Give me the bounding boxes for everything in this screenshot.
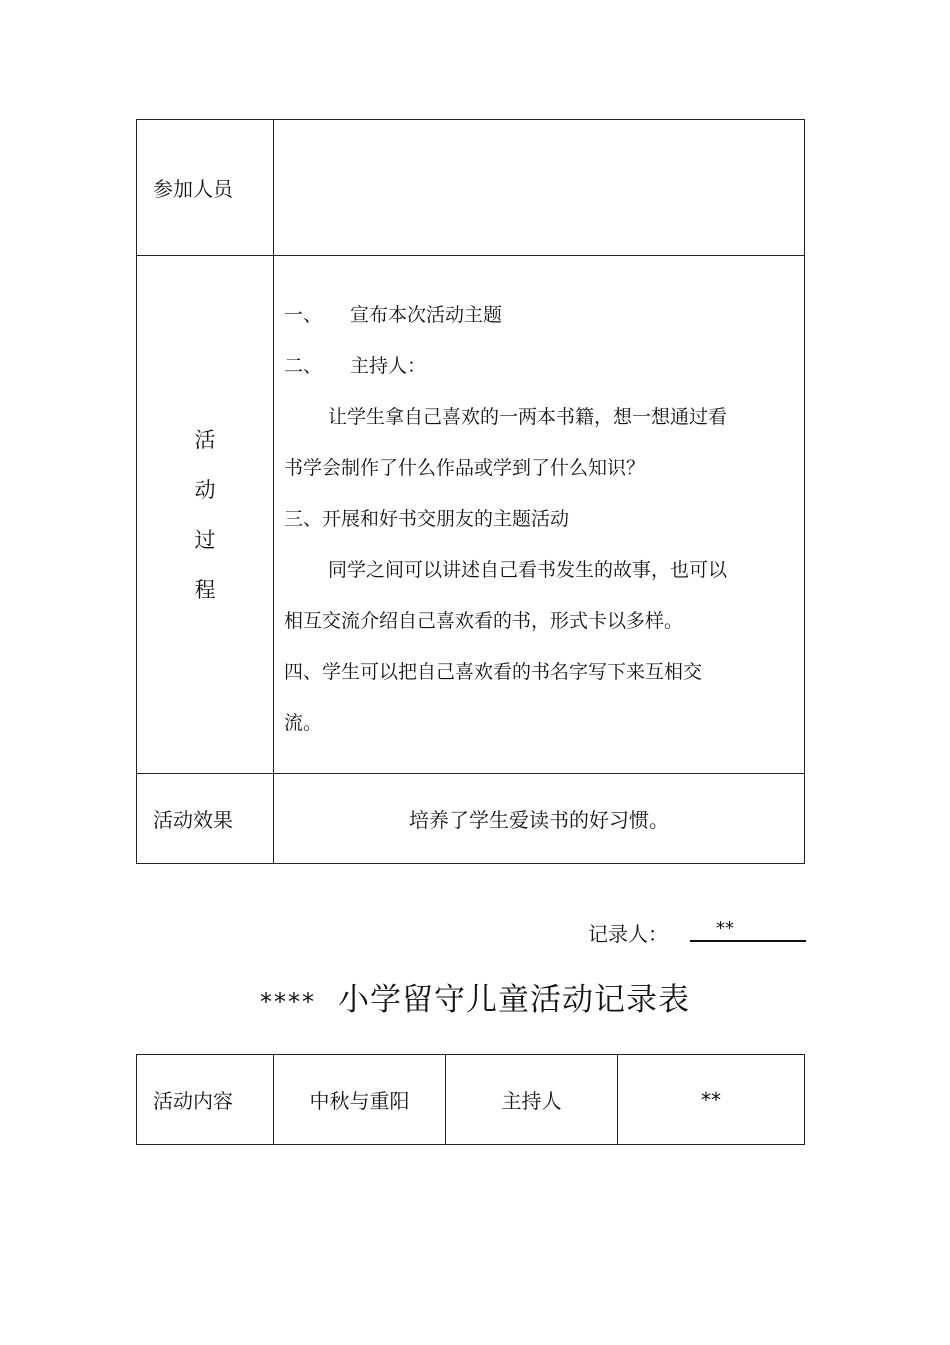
process-line: 让学生拿自己喜欢的一两本书籍，想一想通过看 <box>328 406 728 428</box>
process-label-char: 活 <box>194 427 216 452</box>
process-line <box>284 341 774 392</box>
process-content <box>274 256 805 774</box>
participants-label: 参加人员 <box>137 120 274 256</box>
title-text: 小学留守儿童活动记录表 <box>338 982 690 1018</box>
effect-row <box>137 774 805 864</box>
process-line-number: 一、 <box>284 304 323 326</box>
process-line <box>284 290 774 341</box>
activity-info-row <box>137 1055 805 1145</box>
process-label-char: 动 <box>194 477 216 502</box>
process-line: 四、学生可以把自己喜欢看的书名字写下来互相交 <box>284 661 703 683</box>
activity-info-table <box>136 1054 805 1145</box>
process-label-char: 程 <box>194 577 216 602</box>
host-value: ** <box>618 1055 805 1145</box>
recorder-line <box>588 916 808 950</box>
process-label <box>137 256 274 774</box>
effect-value: 培养了学生爱读书的好习惯。 <box>274 774 805 864</box>
process-label-char: 过 <box>194 527 216 552</box>
content-value: 中秋与重阳 <box>274 1055 446 1145</box>
participants-row <box>137 120 805 256</box>
recorder-value: ** <box>690 916 806 942</box>
effect-label: 活动效果 <box>137 774 274 864</box>
participants-value <box>274 120 805 256</box>
process-row <box>137 256 805 774</box>
title-prefix: **** <box>260 988 316 1016</box>
activity-record-table <box>136 119 805 864</box>
process-line: 同学之间可以讲述自己看书发生的故事，也可以 <box>328 559 728 581</box>
process-line: 相互交流介绍自己喜欢看的书，形式卡以多样。 <box>284 610 684 632</box>
process-line: 书学会制作了什么作品或学到了什么知识？ <box>284 457 646 479</box>
process-line-number: 二、 <box>284 355 323 377</box>
host-label: 主持人 <box>446 1055 618 1145</box>
process-line-text: 主持人： <box>350 355 427 377</box>
process-line: 流。 <box>284 712 323 734</box>
content-label: 活动内容 <box>137 1055 274 1145</box>
process-line: 三、开展和好书交朋友的主题活动 <box>284 508 570 530</box>
page-title <box>0 978 950 1022</box>
recorder-label: 记录人： <box>588 922 668 946</box>
process-line-text: 宣布本次活动主题 <box>350 304 503 326</box>
